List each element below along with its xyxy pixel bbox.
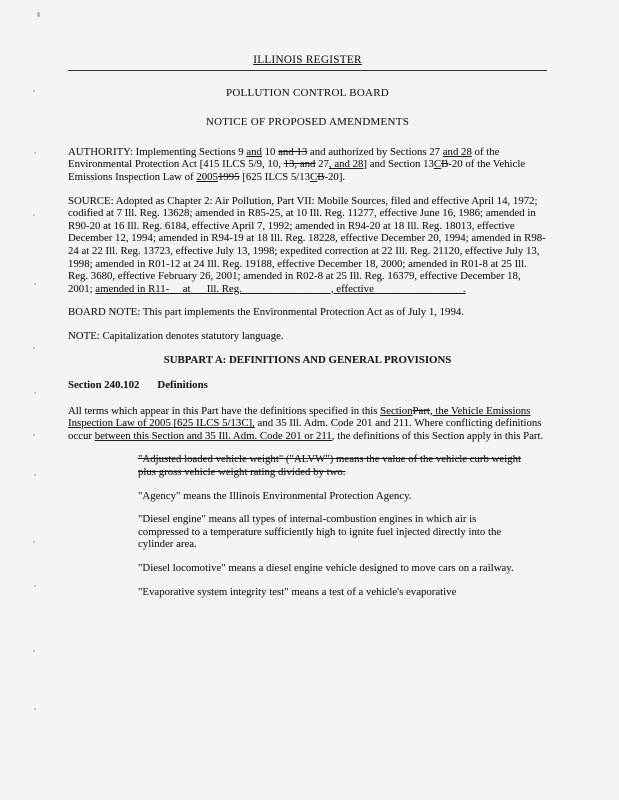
section-heading: [68, 379, 547, 392]
note-paragraph-run: NOTE: Capitalization denotes statutory language.: [68, 329, 284, 342]
scan-artifact: [34, 474, 36, 476]
definition-agency: [138, 490, 523, 503]
scan-artifact: [33, 541, 35, 543]
register-header: [68, 54, 547, 71]
definition-evaporative-system-integrity-test-run: "Evaporative system integrity test" means a test of a vehicle's evaporative: [138, 585, 457, 598]
authority-paragraph-run: C: [433, 158, 442, 171]
board-note-paragraph: [68, 306, 547, 319]
document-body: [68, 146, 547, 598]
scan-artifact: [34, 392, 36, 394]
scan-artifact: [34, 585, 36, 587]
authority-paragraph-run: B: [441, 158, 449, 171]
authority-paragraph-run: of the Environmental Protection Act [415 ILCS 5/9, 10,: [68, 145, 500, 171]
definitions-intro-paragraph-run: , the definitions of this Section apply in this Part.: [331, 429, 544, 442]
source-paragraph-run: SOURCE: Adopted as Chapter 2: Air Pollution, Part VII: Mobile Sources, filed and effective April 14, 1972; codified at 7 Ill. Reg. 13628; amended in R85-25, at 10 Ill. Reg. 11277, effective June 16, 1986; amended in R90-20 at 16 Ill. Reg. 6184, effective April 7, 1992; amended in R94-20 at 18 Ill. Reg. 18013, effective December 12, 1994; amended in R94-19 at 18 Ill. Reg. 18228, effective December 20, 1994; amended in R98-24 at 22 Ill. Reg. 13723, effective July 13, 1998; expedited correction at 22 Ill. Reg. 21120, effective July 13, 1998; amended in R01-12 at 24 Ill. Reg. 19188, effective December 18, 2000; amended in R01-8 at 25 Ill. Reg. 3680, effective February 26, 2001; amended in R02-8 at 25 Ill. Reg. 16379, effective December 18, 2001;: [68, 194, 546, 295]
definitions-intro-paragraph-run: , the Vehicle Emissions Inspection Law of 2005 [625 ILCS 5/13C],: [68, 404, 531, 430]
section-heading-run: Definitions: [157, 379, 208, 392]
board-note-paragraph-run: BOARD NOTE: This part implements the Environmental Protection Act as of July 1, 1994.: [68, 306, 464, 319]
definition-adjusted-loaded-vehicle-weight-run: "Adjusted loaded vehicle weight" ("ALVW") means the value of the vehicle curb weight plus gross vehicle weight rating divided by two.: [138, 453, 522, 479]
scan-artifact: [34, 708, 36, 710]
definitions-intro-paragraph-run: between this Section and 35 Ill. Adm. Code 201 or 211: [94, 429, 332, 442]
scan-artifact: [34, 283, 36, 285]
register-title: ILLINOIS REGISTER: [253, 54, 362, 66]
authority-paragraph-run: 13, and: [283, 158, 316, 171]
authority-paragraph-run: and authorized by Sections 27: [307, 145, 443, 158]
section-heading-run: Section 240.102: [68, 379, 140, 392]
scan-artifact: [33, 650, 35, 652]
authority-paragraph-run: 2005: [196, 170, 218, 183]
authority-paragraph-run: [625 ILCS 5/13: [239, 170, 311, 183]
notice-title: NOTICE OF PROPOSED AMENDMENTS: [205, 116, 410, 129]
authority-paragraph-run: AUTHORITY: Implementing Sections 9: [68, 145, 247, 158]
authority-paragraph-run: ] and Section 13: [363, 158, 434, 171]
definition-diesel-engine: [138, 513, 523, 551]
definitions-intro-paragraph-run: All terms which appear in this Part have the definitions specified in this: [68, 404, 381, 417]
note-paragraph: [68, 330, 547, 343]
authority-paragraph-run: C: [310, 170, 318, 183]
definition-diesel-engine-run: "Diesel engine" means all types of internal-combustion engines in which air is compressed to a temperature sufficiently high to ignite fuel injected directly into the cylinder area.: [138, 513, 502, 551]
source-paragraph-run: amended in R11-__ at __ Ill. Reg. ________________, effective ________________.: [95, 282, 466, 295]
authority-paragraph-run: and: [246, 145, 262, 158]
subpart-heading: [68, 354, 547, 367]
scan-artifact: [33, 90, 35, 92]
source-paragraph: [68, 195, 547, 296]
authority-paragraph-run: 10: [261, 145, 279, 158]
definition-diesel-locomotive-run: "Diesel locomotive" means a diesel engine vehicle designed to move cars on a railway.: [138, 562, 514, 575]
definition-adjusted-loaded-vehicle-weight: [138, 453, 523, 478]
authority-paragraph-run: -20 of the Vehicle Emissions Inspection Law of: [68, 158, 526, 183]
authority-paragraph-run: 27: [315, 158, 329, 171]
scan-artifact: [37, 12, 40, 17]
authority-paragraph-run: and 28: [442, 145, 472, 158]
scan-artifact: [33, 434, 35, 436]
definition-agency-run: "Agency" means the Illinois Environmental Protection Agency.: [138, 489, 412, 502]
definitions-intro-paragraph-run: and 35 Ill. Adm. Code 201 and 211. Where conflicting definitions occur: [68, 417, 542, 442]
definition-evaporative-system-integrity-test: [138, 586, 523, 599]
scan-artifact: [33, 214, 35, 216]
definitions-intro-paragraph: [68, 405, 547, 443]
scan-artifact: [34, 152, 36, 154]
authority-paragraph-run: , and 28: [328, 158, 364, 171]
scan-artifact: [33, 347, 35, 349]
authority-paragraph-run: -20].: [324, 170, 346, 183]
definitions-intro-paragraph-run: Part: [412, 404, 430, 417]
authority-paragraph-run: and 13: [278, 145, 308, 158]
authority-paragraph: [68, 146, 547, 184]
authority-paragraph-run: B: [317, 170, 325, 183]
subpart-heading-run: SUBPART A: DEFINITIONS AND GENERAL PROVISIONS: [163, 353, 452, 366]
authority-paragraph-run: 1995: [217, 170, 240, 183]
definition-diesel-locomotive: [138, 562, 523, 575]
definitions-intro-paragraph-run: Section: [380, 404, 413, 417]
board-title: POLLUTION CONTROL BOARD: [225, 86, 389, 99]
